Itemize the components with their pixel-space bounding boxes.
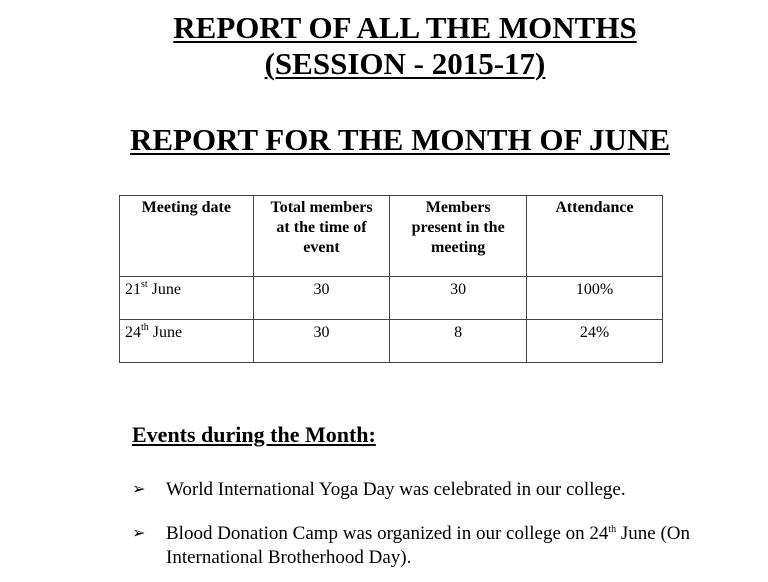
date-month: June [152,324,183,341]
date-suffix: st [141,279,148,290]
date-day: 24 [125,324,141,341]
event-date-suffix: th [608,524,617,535]
date-suffix: th [141,322,149,333]
event-text-end: June (On International Brotherhood Day). [166,523,691,568]
event-text [166,522,756,570]
members-present-cell: 30 [390,277,527,320]
column-header-meeting-date: Meeting date [120,196,254,277]
session-title: (SESSION - 2015-17) [264,46,546,81]
total-members-cell: 30 [253,277,390,320]
attendance-table [119,195,663,363]
column-header-total-members-text: Total members at the time of event [270,199,373,256]
month-title: REPORT FOR THE MONTH OF JUNE [129,122,671,157]
meeting-date-cell [120,320,254,363]
attendance-cell: 100% [526,277,662,320]
arrow-bullet-icon: ➢ [132,481,146,498]
column-header-members-present [390,196,527,277]
report-title: REPORT OF ALL THE MONTHS [173,10,637,45]
event-text-start: Blood Donation Camp was organized in our college on 24 [166,523,609,544]
attendance-cell: 24% [526,320,662,363]
date-month: June [151,281,181,298]
event-text: World International Yoga Day was celebrated in our college. [166,479,626,500]
events-heading: Events during the Month: [132,422,376,447]
total-members-cell: 30 [253,320,390,363]
date-day: 21 [125,281,141,298]
meeting-date-cell [120,277,254,320]
table-row [120,320,663,363]
column-header-total-members [253,196,390,277]
column-header-members-present-text: Members present in the meeting [411,199,505,256]
table-header-row [120,196,663,277]
arrow-bullet-icon: ➢ [132,525,146,542]
column-header-attendance: Attendance [526,196,662,277]
members-present-cell: 8 [390,320,527,363]
table-row [120,277,663,320]
